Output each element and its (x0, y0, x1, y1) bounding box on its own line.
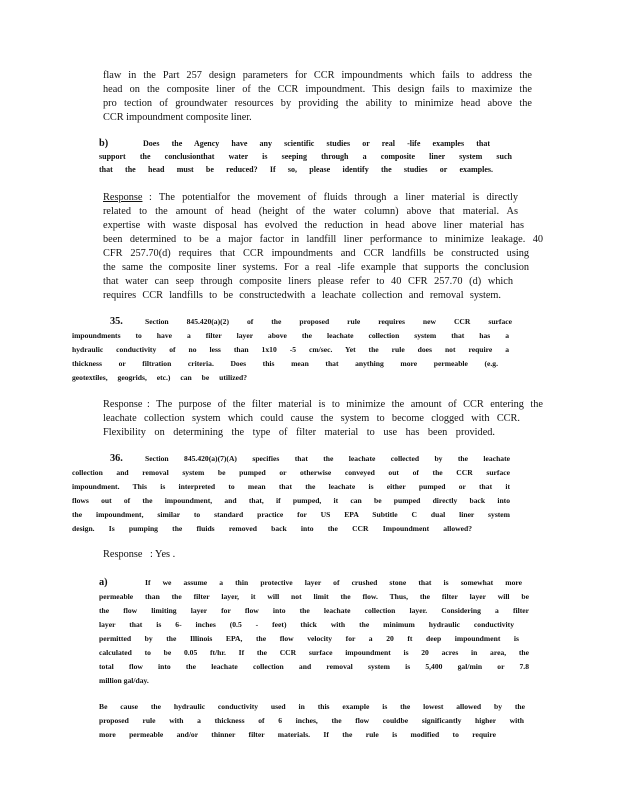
response-35-line-2: leachate collection system which could cause the system to become clogged with CCR. (103, 413, 520, 424)
question-35-line-3: hydraulic conductivity of no less than 1x10 -5 cm/sec. Yet the rule does not require a (72, 345, 509, 354)
question-b-line-3: that the head must be reduced? If so, please identify the studies or examples. (99, 165, 493, 174)
para1-line-1: flaw in the Part 257 design parameters for CCR impoundments which fails to address the (103, 70, 532, 81)
response-36-text: : Yes . (150, 549, 176, 560)
question-b-label: b) (99, 138, 109, 149)
question-36-first-line: Section 845.420(a)(7)(A) specifies that the leachate collected by the leachate (145, 454, 510, 463)
question-36-line-2: collection and removal system be pumped or otherwise conveyed out of the CCR surface (72, 468, 510, 477)
response-35-first-line: : The purpose of the filter material is to minimize the amount of CCR entering the (147, 399, 543, 410)
question-36-line-4: flows out of the impoundment, and that, if pumped, it can be pumped directly back into (72, 496, 510, 505)
para1-line-4: CCR impoundment composite liner. (103, 112, 252, 123)
response-1-label: Response (103, 192, 143, 203)
item-a-label: a) (99, 577, 108, 588)
response-1-line-6: the same the composite liner systems. For a real -life example that supports the conclusion (103, 262, 529, 273)
response-1-line-5: CFR 257.70(d) requires that CCR impoundments and CCR landfills be constructed using (103, 248, 529, 259)
item-a-line-7: total flow into the leachate collection and removal system is 5,400 gal/min or 7.8 (99, 662, 529, 671)
response-1-line-4: been determined to be a major factor in landfill liner performance to minimize leakage. 40 (103, 234, 543, 245)
para-last-line-2: proposed rule with a thickness of 6 inches, the flow couldbe significantly higher with (99, 716, 524, 725)
item-a-line-4: layer that is 6- inches (0.5 - feet) thick with the minimum hydraulic conductivity (99, 620, 514, 629)
item-a-line-5: permitted by the Illinois EPA, the flow velocity for a 20 ft deep impoundment is (99, 634, 519, 643)
question-35-first-line: Section 845.420(a)(2) of the proposed rule requires new CCR surface (145, 317, 512, 326)
question-b-line-1: Does the Agency have any scientific studies or real -life examples that (143, 139, 490, 148)
para-last-line-3: more permeable and/or thinner filter materials. If the rule is modified to require (99, 730, 496, 739)
response-1-line-8: requires CCR landfills to be constructedwith a leachate collection and removal system. (103, 290, 501, 301)
para1-line-2: head on the composite liner of the CCR impoundment. This design fails to maximize the (103, 84, 532, 95)
question-35-line-4: thickness or filtration criteria. Does this mean that anything more permeable (e.g. (72, 359, 498, 368)
question-36-line-5: the impoundment, similar to standard practice for US EPA Subtitle C dual liner system (72, 510, 510, 519)
question-35-line-5: geotextiles, geogrids, etc.) can be utilized? (72, 373, 247, 382)
response-1-line-7: that water can seep through composite liners please refer to 40 CFR 257.70 (d) which (103, 276, 513, 287)
item-a-line-6: calculated to be 0.05 ft/hr. If the CCR surface impoundment is 20 acres in area, the (99, 648, 529, 657)
item-a-line-3: the flow limiting layer for flow into the leachate collection layer. Considering a filter (99, 606, 529, 615)
response-1-line-3: expertise with waste disposal has evolved the reduction in head above liner material has (103, 220, 524, 231)
response-1-line-2: related to the amount of head (height of the water column) above that material. As (103, 206, 518, 217)
question-35-number: 35. (110, 316, 123, 327)
question-36-number: 36. (110, 453, 123, 464)
response-35-line-3: Flexibility on determining the type of filter material to use has been provided. (103, 427, 495, 438)
para-last-line-1: Be cause the hydraulic conductivity used in this example is the lowest allowed by the (99, 702, 525, 711)
question-b-line-2: support the conclusionthat water is seeping through a composite liner system such (99, 152, 512, 161)
item-a-line-8: million gal/day. (99, 676, 149, 685)
response-36-label: Response (103, 549, 143, 560)
item-a-line-2: permeable than the filter layer, it will not limit the flow. Thus, the filter layer will be (99, 592, 529, 601)
para1-line-3: pro tection of groundwater resources by providing the ability to minimize head above the (103, 98, 532, 109)
response-35-label: Response (103, 399, 143, 410)
item-a-first-line: If we assume a thin protective layer of crushed stone that is somewhat more (145, 578, 522, 587)
question-36-line-3: impoundment. This is interpreted to mean that the leachate is either pumped or that it (72, 482, 510, 491)
question-36-line-6: design. Is pumping the fluids removed back into the CCR Impoundment allowed? (72, 524, 472, 533)
response-1-first-line: : The potentialfor the movement of fluids through a liner material is directly (149, 192, 518, 203)
question-35-line-2: impoundments to have a filter layer above the leachate collection system that has a (72, 331, 509, 340)
